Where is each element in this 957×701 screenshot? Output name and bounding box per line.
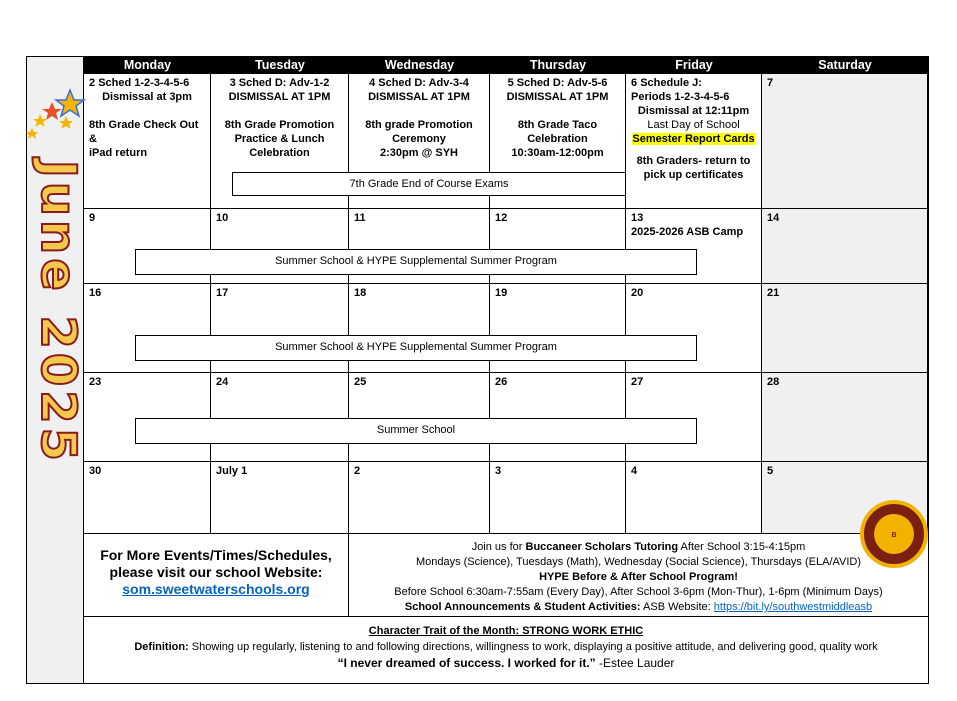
character-trait: Character Trait of the Month: STRONG WORK ETHIC Definition: Showing up regularly, listening to and following directions, willingness to work, displaying a positive attitude, and delivering good, quality work “I never dreamed of success. I worked for it.” -Estee Lauder xyxy=(134,625,878,670)
stars-decoration xyxy=(26,84,86,154)
header-wednesday: Wednesday xyxy=(349,57,490,74)
day-cell: 19 xyxy=(490,284,626,373)
header-tuesday: Tuesday xyxy=(211,57,349,74)
day-cell: 30 xyxy=(84,462,211,534)
day-cell: 27 xyxy=(626,373,762,462)
header-thursday: Thursday xyxy=(490,57,626,74)
day-cell: 5 Sched D: Adv-5-6 DISMISSAL AT 1PM 8th Grade Taco Celebration 10:30am-12:00pm xyxy=(490,74,626,209)
day-cell: 5 xyxy=(762,462,928,534)
day-cell: 10 xyxy=(211,209,349,284)
month-banner: June 2025 xyxy=(30,160,86,466)
header-monday: Monday xyxy=(84,57,211,74)
day-cell: 9 xyxy=(84,209,211,284)
event-bar: 7th Grade End of Course Exams xyxy=(232,172,626,196)
day-cell: 21 xyxy=(762,284,928,373)
day-cell: 17 xyxy=(211,284,349,373)
day-cell: 3 Sched D: Adv-1-2 DISMISSAL AT 1PM 8th Grade Promotion Practice & Lunch Celebration xyxy=(211,74,349,209)
day-number: 5 xyxy=(507,77,514,89)
day-number: 4 xyxy=(369,77,376,89)
header-friday: Friday xyxy=(626,57,762,74)
day-number: 7 xyxy=(767,77,774,89)
website-info: For More Events/Times/Schedules, please visit our school Website: som.sweetwaterschools.org xyxy=(84,534,349,617)
day-cell: 4 xyxy=(626,462,762,534)
event-bar: Summer School xyxy=(135,418,697,444)
day-cell: 12 xyxy=(490,209,626,284)
day-cell: 14 xyxy=(762,209,928,284)
event-bar: Summer School & HYPE Supplemental Summer Program xyxy=(135,335,697,361)
day-cell: 25 xyxy=(349,373,490,462)
day-cell: 13 2025-2026 ASB Camp xyxy=(626,209,762,284)
event-bar: Summer School & HYPE Supplemental Summer Program xyxy=(135,249,697,275)
website-link[interactable]: som.sweetwaterschools.org xyxy=(122,581,310,597)
day-cell: 18 xyxy=(349,284,490,373)
svg-text:B: B xyxy=(891,532,897,539)
day-cell: 11 xyxy=(349,209,490,284)
asb-link[interactable]: https://bit.ly/southwestmiddleasb xyxy=(713,601,873,613)
day-cell: 16 xyxy=(84,284,211,373)
day-cell: 20 xyxy=(626,284,762,373)
programs-info: Join us for Buccaneer Scholars Tutoring After School 3:15-4:15pm Mondays (Science), Tuesdays (Math), Wednesday (Social Science), Thursdays (ELA/AVID) HYPE Before & After School Program! Before School 6:30am-7:55am (Every Day), After School 3-6pm (Mon-Thur), 1-6pm (Minimum Days) School Announcements & Student Activities: ASB Website: https://bit.ly/southwestmiddleasb xyxy=(349,534,928,617)
day-cell: 24 xyxy=(211,373,349,462)
day-cell: 2 xyxy=(349,462,490,534)
day-cell: July 1 xyxy=(211,462,349,534)
day-cell: 2 Sched 1-2-3-4-5-6 Dismissal at 3pm 8th Grade Check Out & iPad return xyxy=(84,74,211,209)
day-cell: 6 Schedule J: Periods 1-2-3-4-5-6 Dismissal at 12:11pm Last Day of School Semester Report Cards 8th Graders- return to pick up certificates xyxy=(626,74,762,209)
day-number: 2 xyxy=(89,77,96,89)
day-cell: 28 xyxy=(762,373,928,462)
highlight-badge: Semester Report Cards xyxy=(632,133,755,145)
header-saturday: Saturday xyxy=(762,57,928,74)
day-number: 6 xyxy=(631,77,638,89)
day-cell: 3 xyxy=(490,462,626,534)
day-cell: 4 Sched D: Adv-3-4 DISMISSAL AT 1PM 8th grade Promotion Ceremony 2:30pm @ SYH xyxy=(349,74,490,209)
day-cell: 26 xyxy=(490,373,626,462)
day-number: 3 xyxy=(229,77,236,89)
day-cell xyxy=(762,74,928,209)
day-cell: 23 xyxy=(84,373,211,462)
